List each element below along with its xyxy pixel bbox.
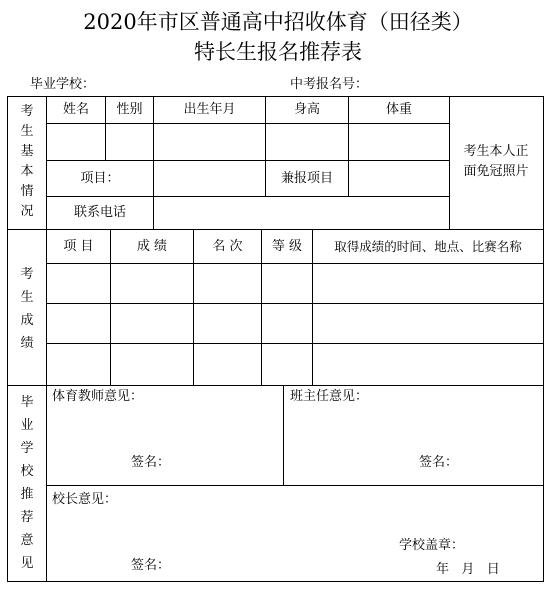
recommend-section-label: 毕 业 学 校 推 荐 意 见 <box>20 395 34 571</box>
date-label: 年 月 日 <box>436 562 500 577</box>
principal-sign-label: 签名： <box>131 558 171 573</box>
photo-placeholder: 考生本人正 面免冠照片 <box>463 144 529 179</box>
principal-opinion-label: 校长意见： <box>52 492 118 507</box>
birth-header: 出生年月 <box>183 102 236 117</box>
results-col-item: 项 目 <box>63 238 94 254</box>
title-line2: 特长生报名推荐表 <box>194 40 362 64</box>
results-col-grade: 等 级 <box>271 238 303 254</box>
basic-section-label: 考 生 基 本 情 况 <box>20 104 34 219</box>
class-teacher-sign-label: 签名： <box>419 455 459 470</box>
exam-number-label: 中考报名号： <box>290 77 369 92</box>
results-col-score: 成 绩 <box>136 238 168 254</box>
name-header: 姓名 <box>62 102 89 117</box>
results-section-label: 考 生 成 绩 <box>20 267 34 351</box>
item-label: 项目： <box>80 170 120 186</box>
phone-label: 联系电话 <box>73 205 126 220</box>
school-label: 毕业学校： <box>30 77 96 92</box>
pe-teacher-opinion-label: 体育教师意见： <box>52 389 144 404</box>
results-col-details: 取得成绩的时间、地点、比赛名称 <box>334 238 522 254</box>
results-col-rank: 名 次 <box>212 238 243 254</box>
gender-header: 性别 <box>116 102 143 117</box>
weight-header: 体重 <box>385 102 412 117</box>
height-header: 身高 <box>293 102 320 117</box>
title-line1: 2020年市区普通高中招收体育（田径类） <box>83 10 473 34</box>
pe-teacher-sign-label: 签名： <box>131 455 171 470</box>
extra-item-label: 兼报项目 <box>280 170 333 186</box>
school-stamp-label: 学校盖章： <box>399 538 465 553</box>
class-teacher-opinion-label: 班主任意见： <box>290 389 369 404</box>
